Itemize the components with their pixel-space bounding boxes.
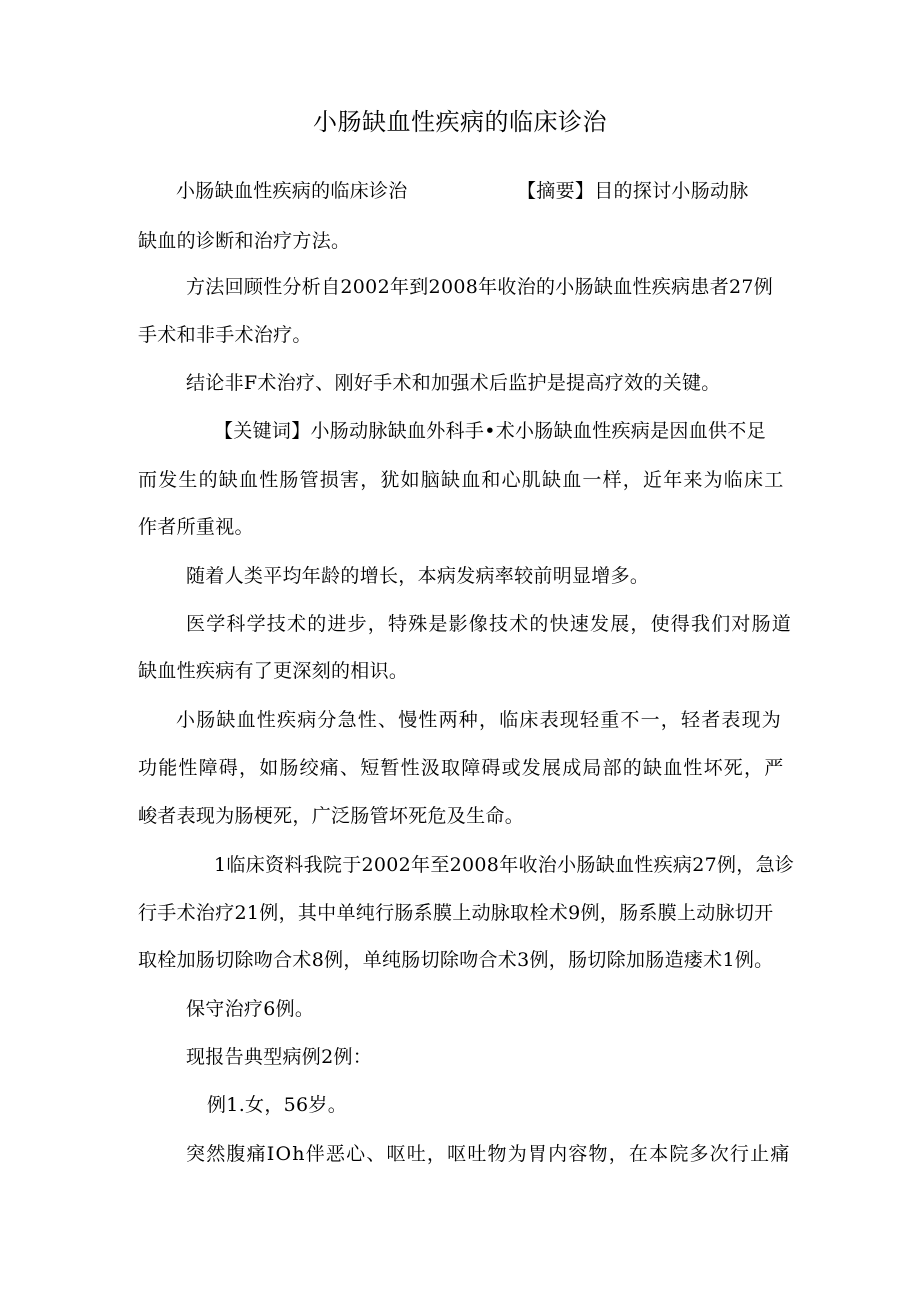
text-line: 【关键词】小肠动脉缺血外科手•术小肠缺血性疾病是因血供不足 [214,420,766,442]
text-line: 行手术治疗21例，其中单纯行肠系膜上动脉取栓术9例，肠系膜上动脉切开 [138,902,774,924]
text-line: 突然腹痛IOh伴恶心、呕吐，呕吐物为胃内容物，在本院多次行止痛 [186,1143,791,1165]
page-title: 小肠缺血性疾病的临床诊治 [313,108,607,136]
text-line: 小肠缺血性疾病分急性、慢性两种，临床表现轻重不一，轻者表现为 [176,709,783,731]
text-line: 缺血的诊断和治疗方法。 [138,230,351,252]
text-line: 现报告典型病例2例： [186,1046,373,1068]
text-line: 小肠缺血性疾病的临床诊治 [176,180,408,202]
text-line: 结论非F术治疗、刚好手术和加强术后监护是提高疗效的关键。 [186,372,721,394]
text-line: 例1.女，56岁。 [207,1094,348,1116]
text-line: 功能性障碍，如肠绞痛、短暂性汲取障碍或发展成局部的缺血性坏死，严 [138,757,785,779]
text-line: 手术和非手术治疗。 [138,324,312,346]
text-line: 医学科学技术的进步，特殊是影像技术的快速发展，使得我们对肠道 [186,613,793,635]
text-line: 【摘要】目的探讨小肠动脉 [517,180,749,202]
text-line: 缺血性疾病有了更深刻的相识。 [138,660,409,682]
text-line: 随着人类平均年龄的增长，本病发病率较前明显增多。 [186,565,650,587]
text-line: 而发生的缺血性肠管损害，犹如脑缺血和心肌缺血一样，近年来为临床工 [138,469,785,491]
text-line: 方法回顾性分析自2002年到2008年收治的小肠缺血性疾病患者27例 [186,276,774,298]
text-line: 保守治疗6例。 [186,998,315,1020]
text-line: 峻者表现为肠梗死，广泛肠管坏死危及生命。 [138,805,525,827]
text-line: 1临床资料我院于2002年至2008年收治小肠缺血性疾病27例，急诊 [214,854,795,876]
text-line: 作者所重视。 [138,516,254,538]
text-line: 取栓加肠切除吻合术8例，单纯肠切除吻合术3例，肠切除加肠造瘘术1例。 [138,949,774,971]
